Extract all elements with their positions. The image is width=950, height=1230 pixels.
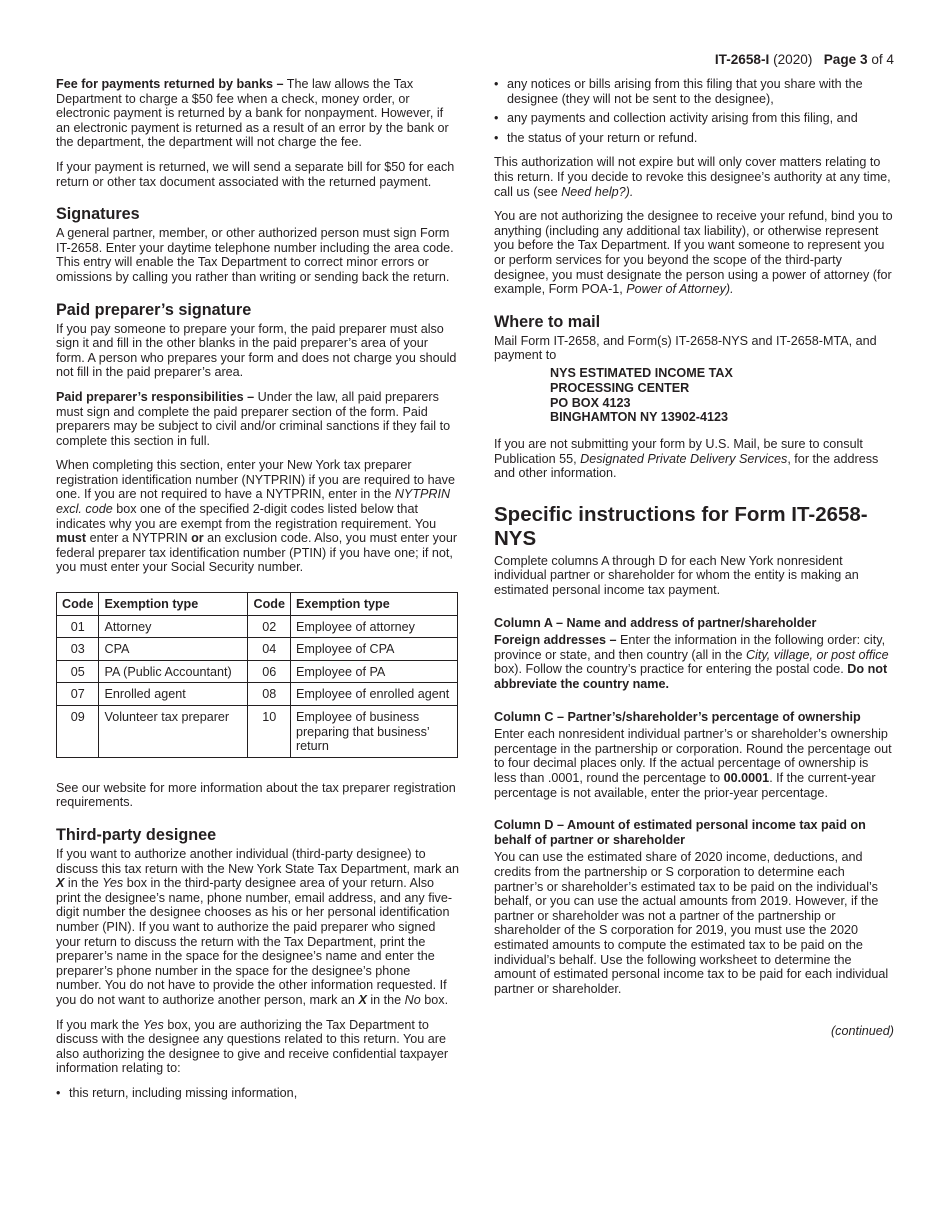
column-header: Exemption type: [99, 593, 248, 616]
address-line: PO BOX 4123: [550, 395, 631, 410]
list-item: • this return, including missing information,: [56, 1086, 459, 1101]
table-row: [57, 615, 458, 638]
table-cell: 01: [57, 615, 99, 638]
continued-note: (continued): [830, 1024, 894, 1039]
table-cell: 06: [248, 660, 290, 683]
table-cell: 03: [57, 638, 99, 661]
table-cell: 08: [248, 683, 290, 706]
table-cell: Volunteer tax preparer: [99, 706, 248, 758]
address-line: NYS ESTIMATED INCOME TAX: [550, 365, 733, 380]
where-to-mail-heading: Where to mail: [494, 312, 601, 331]
third-party-heading: Third-party designee: [56, 825, 217, 844]
fee-paragraph: Fee for payments returned by banks – The law allows the Tax Department to charge a $50 fee when a check, money order, or electronic payment is returned by a bank for nonpayment. However, if an electronic payment is returned as a result of an error by the bank or the department, the department will not charge the fee.: [56, 77, 449, 150]
authorization-paragraph: This authorization will not expire but will only cover matters relating to this return. If you decide to revoke this designee’s authority at any time, call us (see Need help?).: [494, 155, 891, 199]
table-cell: 10: [248, 706, 290, 758]
page-of: of 4: [871, 52, 894, 67]
table-cell: Employee of business preparing that business’ return: [290, 706, 457, 758]
column-a-heading: Column A – Name and address of partner/shareholder: [494, 615, 817, 630]
table-row: [57, 660, 458, 683]
column-header: Code: [57, 593, 99, 616]
column-d-heading: Column D – Amount of estimated personal income tax paid on behalf of partner or shareholder: [494, 818, 866, 847]
table-cell: Employee of CPA: [290, 638, 457, 661]
publication-paragraph: If you are not submitting your form by U.S. Mail, be sure to consult Publication 55, Designated Private Delivery Services, for the address and other information.: [494, 437, 879, 481]
table-cell: CPA: [99, 638, 248, 661]
exemption-table: [56, 592, 458, 758]
mail-paragraph: Mail Form IT-2658, and Form(s) IT-2658-NYS and IT-2658-MTA, and payment to: [494, 333, 877, 363]
left-bullet-list: [56, 1086, 459, 1101]
table-cell: 07: [57, 683, 99, 706]
table-cell: 05: [57, 660, 99, 683]
left-column: [56, 77, 459, 1110]
address-line: BINGHAMTON NY 13902-4123: [550, 410, 729, 425]
column-header: Exemption type: [290, 593, 457, 616]
specific-instructions-heading: Specific instructions for Form IT-2658-NYS: [494, 502, 868, 550]
table-cell: Employee of enrolled agent: [290, 683, 457, 706]
column-header: Code: [248, 593, 290, 616]
table-cell: 09: [57, 706, 99, 758]
list-item: • any notices or bills arising from this filing that you share with the designee (they will not be sent to the designee),: [494, 77, 894, 106]
table-row: [57, 683, 458, 706]
signatures-paragraph: A general partner, member, or other authorized person must sign Form IT-2658. Enter your daytime telephone number including the area code. This entry will enable the Tax Department to correct minor errors or omissions by calling you rather than writing or sending back the return.: [56, 226, 454, 284]
signatures-heading: Signatures: [56, 205, 140, 224]
third-party-paragraph: If you want to authorize another individual (third-party designee) to discuss this tax return with the New York State Tax Department, mark an X in the Yes box in the third-party designee area of your return. Also print the designee’s name, phone number, email address, and any five-digit number the designee chooses as his or her personal identification number (PIN). If you want to authorize the paid preparer who signed your return to discuss the return with the Tax Department, print the preparer’s name in the space for the designee’s name and enter the preparer’s phone number in the space for the designee’s phone number. You do not have to provide the other information requested. If you do not want to authorize another person, mark an X in the No box.: [56, 846, 459, 1007]
preparer-heading: Paid preparer’s signature: [56, 300, 252, 319]
table-header-row: [57, 593, 458, 616]
right-column: [494, 77, 894, 1039]
authorize-paragraph: If you mark the Yes box, you are authorizing the Tax Department to discuss with the designee any questions related to this return. You are also authorizing the designee to give and receive confidential taxpayer information relating to:: [56, 1017, 449, 1076]
table-row: [57, 706, 458, 758]
table-cell: PA (Public Accountant): [99, 660, 248, 683]
preparer-paragraph: If you pay someone to prepare your form, the paid preparer must also sign it and fill in the other blanks in the paid preparer’s area of your form. A person who prepares your form and does not charge you should not fill in the paid preparer’s area.: [56, 321, 457, 380]
page-label: Page 3: [823, 52, 868, 67]
page-header: [715, 53, 894, 68]
right-bullet-list: [494, 77, 894, 145]
table-row: [57, 638, 458, 661]
table-cell: 02: [248, 615, 290, 638]
foreign-address-paragraph: Foreign addresses – Enter the information in the following order: city, province or state, and then country (all in the City, village, or post office box). Follow the country’s practice for entering the postal code. Do not abbreviate the country name.: [494, 633, 889, 692]
column-c-heading: Column C – Partner’s/shareholder’s percentage of ownership: [494, 709, 861, 724]
table-cell: Employee of attorney: [290, 615, 457, 638]
returned-paragraph: If your payment is returned, we will send a separate bill for $50 for each return or other tax document associated with the returned payment.: [56, 159, 455, 189]
mailing-address: [550, 366, 894, 425]
responsibilities-paragraph: Paid preparer’s responsibilities – Under the law, all paid preparers must sign and complete the paid preparer section of the form. Paid preparers may be subject to civil and/or criminal sanctions if they fail to complete this section in full.: [56, 389, 451, 448]
column-c-paragraph: Enter each nonresident individual partner’s or shareholder’s ownership percentage in the partnership or corporation. Round the percentage out to four decimal places only. If the actual percentage of ownership is less than .0001, round the percentage to 00.0001. If the current-year percentage is not available, enter the prior-year percentage.: [494, 727, 892, 800]
table-cell: Employee of PA: [290, 660, 457, 683]
refund-paragraph: You are not authorizing the designee to receive your refund, bind you to anything (including any additional tax liability), or otherwise represent you before the Tax Department. If you want someone to represent you or perform services for you beyond the scope of the third-party designee, you must designate the person using a power of attorney (for example, Form POA-1, Power of Attorney).: [494, 209, 893, 297]
table-cell: Attorney: [99, 615, 248, 638]
list-item: • any payments and collection activity arising from this filing, and: [494, 111, 894, 126]
column-d-paragraph: You can use the estimated share of 2020 income, deductions, and credits from the partnership or S corporation to determine each partner’s or shareholder’s estimated tax to be paid on the individual’s behalf, or you can use the actual amounts from 2019. However, if the partner or shareholder was not a partner of the partnership or shareholder of the S corporation for 2019, you must use the 2020 estimated amounts to compute the estimated tax to be paid on the individual’s behalf. Use the following worksheet to determine the amount of estimated personal income tax to be paid for each individual partner or shareholder.: [494, 850, 889, 996]
form-year: (2020): [773, 52, 813, 67]
form-id: IT-2658-I: [714, 52, 770, 67]
nytprin-paragraph: When completing this section, enter your New York tax preparer registration identification number (NYTPRIN) if you are required to have one. If you are not required to have a NYTPRIN, enter in the NYTPRIN excl. code box one of the specified 2-digit codes listed below that indicates why you are exempt from the registration requirement. You must enter a NYTPRIN or an exclusion code. Also, you must enter your federal preparer tax identification number (PTIN) if you have one; if not, you must enter your Social Security number.: [56, 458, 458, 575]
table-cell: 04: [248, 638, 290, 661]
specific-paragraph: Complete columns A through D for each New York nonresident individual partner or shareholder for whom the entity is making an estimated personal income tax payment.: [494, 553, 859, 598]
list-item: • the status of your return or refund.: [494, 131, 894, 146]
website-paragraph: See our website for more information about the tax preparer registration requirements.: [56, 780, 456, 810]
address-line: PROCESSING CENTER: [550, 380, 690, 395]
table-cell: Enrolled agent: [99, 683, 248, 706]
